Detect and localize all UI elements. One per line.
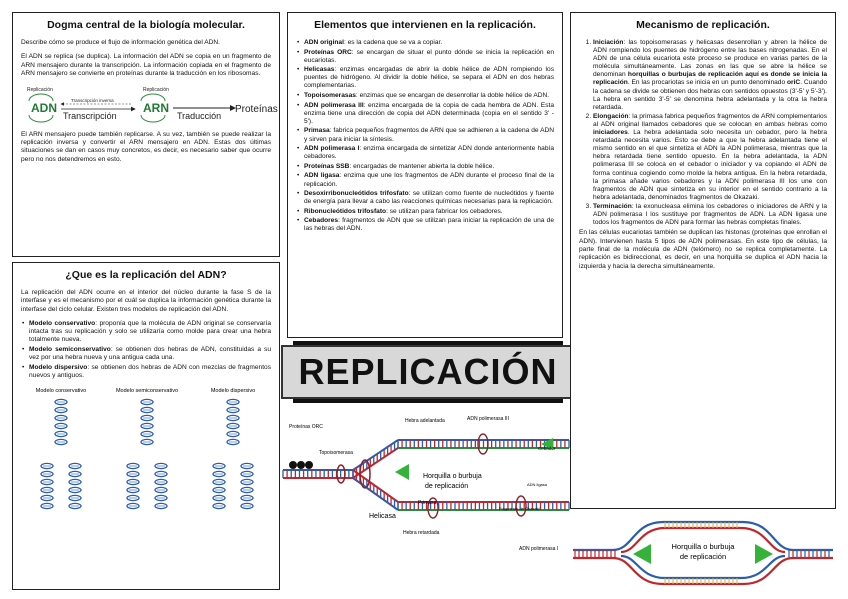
element-item: • Desoxirribonucleótidos trifosfato: se utilizan como fuente de nucleótidos y fuente de energía para llevar a cabo las reacciones químicas necesarias para la replicación. [304, 190, 554, 206]
arn-replication-loop-top [141, 94, 165, 101]
model-label-semiconservative: Modelo semiconservativo [115, 387, 179, 394]
fork-label-adn-polimerasa-i: ADN polimerasa I [519, 546, 559, 552]
orc-protein [289, 461, 297, 469]
element-item: • Proteínas ORC: se encargan de situar el punto dónde se inicia la replicación en eucariotas. [304, 49, 554, 65]
element-item: • Ribonucleótidos trifosfato: se utilizan para fabricar los cebadores. [304, 208, 554, 216]
element-item: • ADN polimerasa III: enzima encargada de la copia de cada hembra de ADN. Esta enzima tiene una dirección de copia del ADN determinada (copia en el sentido 3' - 5'). [304, 102, 554, 126]
helicase [360, 460, 370, 488]
replication-models-diagram [21, 384, 273, 514]
fork-label-hebra-adelantada: Hebra adelantada [405, 418, 445, 424]
orc-protein [297, 461, 305, 469]
dogma-paragraph-1: Describe cómo se produce el flujo de información genética del ADN. [21, 39, 221, 46]
fork-label-adn-polimerasa: ADN polimerasa III [467, 416, 509, 422]
model-item: • Modelo semiconservativo: se obtienen dos hebras de ADN, constituidas a su vez por una hebra nueva y una antigua cada una. [29, 346, 271, 362]
elements-list [296, 39, 554, 234]
element-item: • Topoisomerasas: enzimas que se encargan de desenrollar la doble hélice de ADN. [304, 92, 554, 100]
dogma-central-section [12, 12, 280, 257]
dogma-central-diagram [21, 85, 278, 127]
model-label-conservative: Modelo conservativo [35, 387, 87, 394]
replication-fork-diagram [283, 410, 569, 560]
mechanism-step: 1. Iniciación: las topoisomerasas y helicasas desenrollan y abren la hélice de ADN rompiendo los puentes de hidrógeno entre las bases nitrogenadas. En el ADN de una célula eucariota este proceso se produce en varias partes de la molécula simultáneamente. Las zonas en las que se abre la hélice se denominan horquillas o burbujas de replicación aquí es donde se inicia la replicación. En las procariotas se inicia en un punto denominado oriC. Cuando la cadena se divide se obtienen dos hebras con sentidos opuestos (3'-5' y 5'-3'). La hebra en sentido 3'-5' se denomina hebra adelantada y la otra la hebra retardada. [593, 39, 827, 112]
replication-label-arn: Replicación [143, 86, 169, 93]
bubble-label-1: Horquilla o burbuja [671, 542, 735, 551]
bubble-arrow-left [633, 544, 651, 564]
que-es-title: ¿Que es la replicación del ADN? [65, 269, 227, 281]
que-es-paragraph: La replicación del ADN ocurre en el interior del núcleo durante la fase S de la interfase y es el mecanismo por el cuál se duplica la información genética durante la interfase del ciclo celular. Existen tres modelos de replicación del ADN. [21, 289, 271, 313]
dogma-paragraph-2: El ADN se replica (se duplica). La información del ADN se copia en un fragmento de ARN mensajero durante la transcripción. La información copiada en el fragmento de ARN mensajero se convierte en proteínas durante la traducción en los ribosomas. [21, 53, 271, 78]
element-item: • ADN polimerasa I: enzima encargada de sintetizar ADN donde anteriormente había cebadores. [304, 145, 554, 161]
models-list [21, 320, 271, 380]
fork-label-hebra-retardada: Hebra retardada [403, 530, 440, 536]
replicacion-banner [293, 341, 563, 403]
bubble-arrow-right [755, 544, 773, 564]
element-item: • Primasa: fabrica pequeños fragmentos de ARN que se adhieren a la cadena de ADN y sirven para iniciar la síntesis. [304, 127, 554, 143]
mechanism-steps [579, 39, 827, 227]
mechanism-step: 2. Elongación: la primasa fabrica pequeños fragmentos de ARN complementarios al ADN original llamados cebadores que se colocan en ambas hebras como iniciadores. La hebra adelantada solo necesita un cebador, pero la hebra retardada necesita varios. Esto se debe a que la hebra adelantada tiene el mismo sentido en el que sintetiza el ADN la ADN polimerasa, mientras que la hebra retardada tiene sentido opuesto. En la hebra adelantada, la ADN polimerasa III se coloca en el cebador o iniciador y va copiando el ADN de forma continua cogiendo como molde la hebra antigua. En la hebra retardada, la primasa añade varios cebadores y la ADN polimerasa III los une con fragmentos de ADN que sintetiza en su interior en el sentido contrario a la hebra adelantada, denominados fragmentos de Okazaki. [593, 113, 827, 202]
bubble-label-2: de replicación [679, 552, 727, 561]
mechanism-closing: En las células eucariotas también se duplican las histonas (proteínas que enrollan el ADN). Intervienen hasta 5 tipos de ADN polimerasas. En este tipo de células, la parte final de la molécula de ADN (telómero) no se replica completamente. La replicación es bidireccional, es decir, en una horquilla se duplica el ADN hacia la izquierda y hacia la derecha simultáneamente. [579, 229, 827, 270]
model-label-dispersive: Modelo dispersivo [210, 387, 256, 394]
dogma-paragraph-3: El ARN mensajero puede también replicarse. A su vez, también se puede realizar la replicación inversa y convertir el ARN mensajero en ADN. Estas dos últimas situaciones se dan en casos muy concretos, es decir, es necesario saber que ocurre pero no nos detendremos en esto. [21, 130, 271, 163]
replication-bubble-diagram [573, 512, 833, 592]
orc-protein [305, 461, 313, 469]
replication-label-adn: Replicación [27, 86, 53, 93]
model-item: • Modelo dispersivo: se obtienen dos hebras de ADN con mezclas de fragmentos nuevos y antiguos. [29, 364, 271, 380]
element-item: • Proteínas SSB: encargadas de mantener abierta la doble hélice. [304, 163, 554, 171]
fork-label-helicasa: Helicasa [369, 513, 396, 520]
fork-label-adn-ligasa: ADN ligasa [527, 482, 548, 487]
bubble-bottom-outer [573, 558, 833, 584]
adn-replication-loop-top [29, 94, 53, 101]
fork-label-cebador: Cebador [538, 446, 556, 451]
fork-label-fragmento-okazaki: Fragmento de Okazaki [499, 506, 540, 511]
mecanismo-title: Mecanismo de replicación. [636, 19, 770, 31]
fork-label-orc: Proteínas ORC [289, 424, 323, 430]
fork-direction-arrow [395, 464, 409, 480]
fork-label-horquilla-2: de replicación [425, 483, 469, 490]
inverse-transcription-label: Transcripción inversa [71, 97, 114, 103]
dogma-central-title: Dogma central de la biología molecular. [47, 19, 245, 31]
helix-group [41, 399, 253, 508]
element-item: • ADN ligasa: enzima que une los fragmentos de ADN durante el proceso final de la replicación. [304, 172, 554, 188]
element-item: • Helicasas: enzimas encargadas de abrir la doble hélice de ADN rompiendo los puentes de hidrógeno. Al dividir la doble hélice, se separa el ADN en dos hebras complementarias. [304, 66, 554, 90]
translation-label: Traducción [177, 110, 222, 121]
element-item: • ADN original: es la cadena que se va a copiar. [304, 39, 554, 47]
proteins-label: Proteínas [235, 103, 278, 115]
elementos-section [287, 12, 563, 338]
element-item: • Cebadores: fragmentos de ADN que se utilizan para iniciar la replicación de una de las hebras del ADN. [304, 217, 554, 233]
transcription-label: Transcripción [63, 110, 117, 121]
mecanismo-section [570, 12, 836, 509]
arn-replication-loop-bottom [141, 115, 165, 122]
fork-label-primasa: Primasa [418, 500, 437, 506]
adn-label: ADN [31, 100, 57, 115]
que-es-replicacion-section [12, 262, 280, 590]
fork-label-topoisomerasa: Topoisomerasa [319, 450, 353, 456]
adn-replication-loop-bottom [29, 115, 53, 122]
arn-label: ARN [143, 100, 169, 115]
elementos-title: Elementos que intervienen en la replicación. [314, 19, 536, 31]
mechanism-step: 3. Terminación: la exonucleasa elimina los cebadores o iniciadores de ARN y la ADN polimerasa I los sustituye por fragmentos de ADN. La ADN ligasa une todos los fragmentos de ADN para formar las hebras completas finales. [593, 203, 827, 227]
banner-text: REPLICACIÓN [281, 345, 576, 399]
model-item: • Modelo conservativo: proponía que la molécula de ADN original se conservaría intacta tras su replicación y solo se utilizaría como molde para crear una hebra totalmente nueva. [29, 320, 271, 344]
fork-label-horquilla-1: Horquilla o burbuja [423, 473, 482, 480]
